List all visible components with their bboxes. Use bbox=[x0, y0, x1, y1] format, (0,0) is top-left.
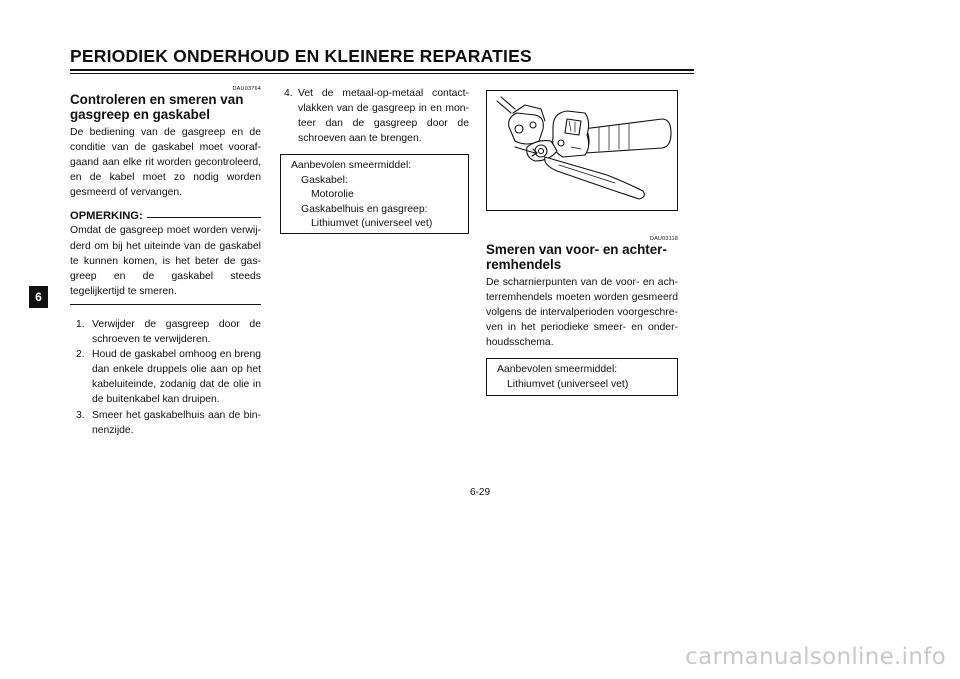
lubricant-item-value: Lithiumvet (universeel vet) bbox=[507, 378, 629, 390]
section-body: De scharnierpunten van de voor- en ach-terremhendels moeten worden gesmeerd volgens de intervalperioden voorgeschre-ven in het periodieke smeer- en onder-houdsschema. bbox=[486, 277, 678, 349]
lubricant-heading: Aanbevolen smeermiddel: bbox=[291, 160, 412, 171]
section-body: De bediening van de gasgreep en de conditie van de gaskabel moet vooraf-gaand aan elke rit worden gecontroleerd, en de kabel moet zo nodig worden gesmeerd of vervangen. bbox=[70, 127, 261, 199]
chapter-tab: 6 bbox=[29, 286, 48, 308]
step-text: Houd de gaskabel omhoog en breng dan enkele druppels olie aan op het kabeluiteinde, zodanig dat de olie in de buitenkabel kan druipen. bbox=[92, 349, 261, 406]
header-rule-thin bbox=[70, 73, 694, 74]
watermark: carmanualsonline.info bbox=[685, 644, 946, 670]
lubricant-item-label: Gaskabel: bbox=[301, 174, 348, 186]
lubricant-item-label: Gaskabelhuis en gasgreep: bbox=[301, 203, 428, 215]
right-column bbox=[486, 236, 678, 350]
steps-list-continued bbox=[280, 86, 469, 146]
note-label: OPMERKING: bbox=[70, 210, 143, 223]
step-text: Vet de metaal-op-metaal contact-vlakken van de gasgreep in en mon-teer dan de gasgreep door de schroeven aan te brengen. bbox=[298, 88, 469, 145]
section-title bbox=[486, 243, 678, 272]
note-end-rule bbox=[70, 304, 261, 305]
step-text: Smeer het gaskabelhuis aan de bin-nenzijde. bbox=[92, 409, 261, 436]
brake-lever-illustration bbox=[486, 90, 678, 211]
section-code: DAU03764 bbox=[232, 86, 261, 92]
note-rule bbox=[147, 217, 261, 218]
step-number: 3. bbox=[76, 409, 85, 421]
section-title-line2: gasgreep en gaskabel bbox=[70, 106, 210, 122]
note-header bbox=[70, 209, 261, 223]
left-column bbox=[70, 86, 261, 438]
page-number: 6-29 bbox=[469, 487, 490, 498]
section-code: DAU03118 bbox=[649, 236, 678, 242]
lubricant-box bbox=[486, 358, 678, 396]
lubricant-box bbox=[280, 154, 469, 234]
brake-lever-drawing bbox=[487, 91, 677, 210]
lubricant-heading: Aanbevolen smeermiddel: bbox=[497, 364, 618, 375]
list-item bbox=[70, 347, 261, 407]
section-title-line2: remhendels bbox=[486, 256, 562, 272]
step-text: Verwijder de gasgreep door de schroeven te verwijderen. bbox=[92, 318, 261, 346]
section-title-line1: Controleren en smeren van bbox=[70, 92, 244, 107]
header-rule bbox=[70, 69, 694, 71]
page-header-title: PERIODIEK ONDERHOUD EN KLEINERE REPARATIES bbox=[70, 46, 532, 66]
note-text: Omdat de gasgreep moet worden verwij-derd om bij het uiteinde van de gaskabel te kunnen komen, is het beter de gas-greep en de gaskabel steeds tegelijkertijd te smeren. bbox=[70, 225, 261, 297]
middle-column bbox=[280, 86, 469, 146]
section-title bbox=[70, 93, 261, 122]
steps-list bbox=[70, 317, 261, 438]
list-item bbox=[70, 317, 261, 347]
section-title-line1: Smeren van voor- en achter- bbox=[486, 242, 667, 257]
step-number: 1. bbox=[76, 318, 85, 330]
step-number: 2. bbox=[76, 349, 85, 361]
list-item bbox=[70, 408, 261, 438]
step-number: 4. bbox=[284, 88, 293, 99]
lubricant-item-value: Lithiumvet (universeel vet) bbox=[311, 218, 433, 230]
list-item bbox=[280, 86, 469, 146]
lubricant-item-value: Motorolie bbox=[311, 189, 354, 201]
